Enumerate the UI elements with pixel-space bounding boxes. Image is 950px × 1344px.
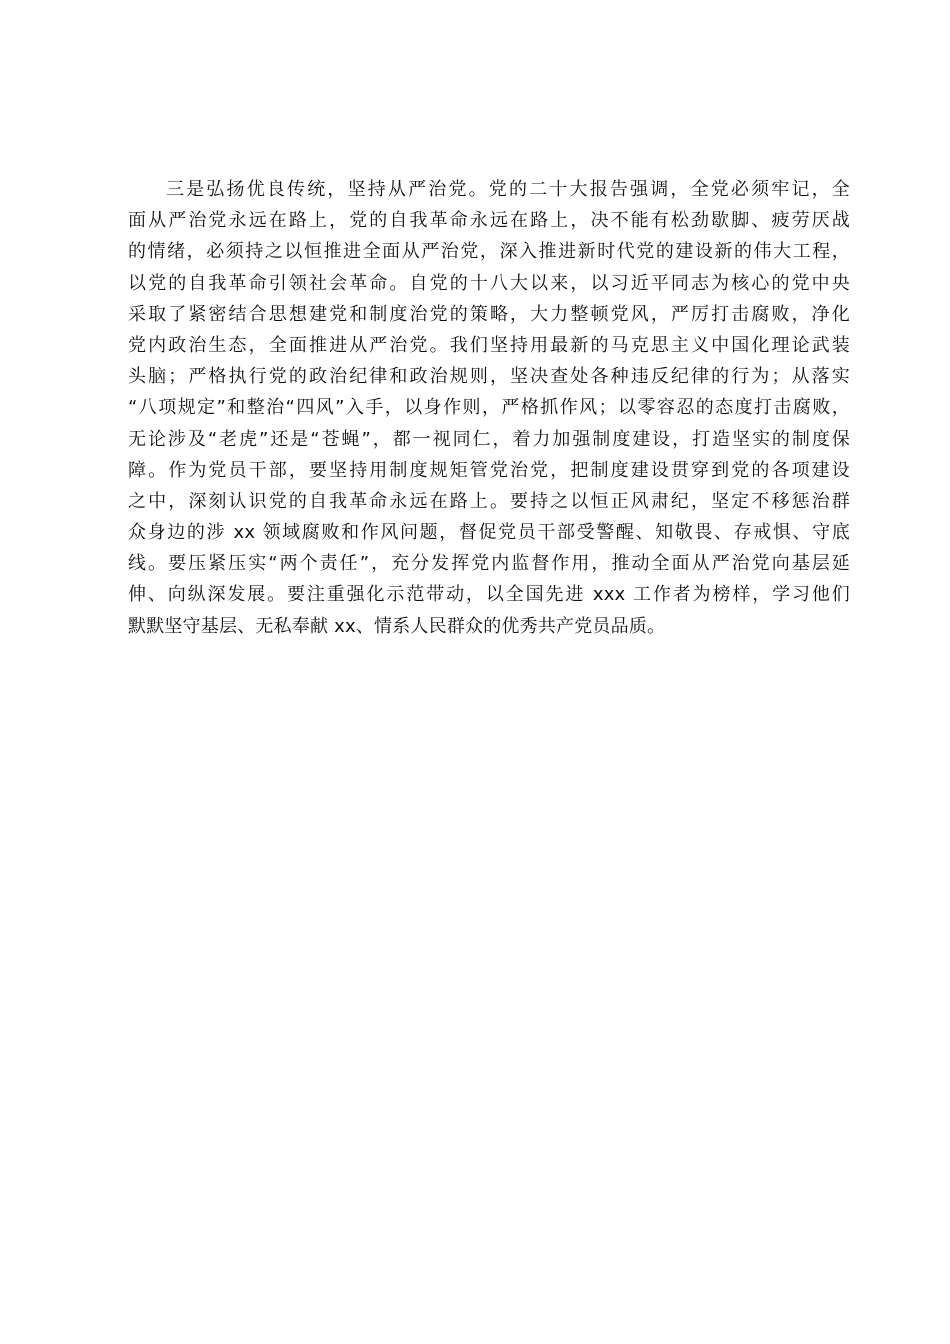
- paragraph-line: “八项规定”和整治“四风”入手，以身作则，严格抓作风；以零容忍的态度打击腐败，: [128, 397, 850, 419]
- paragraph-line: 以党的自我革命引领社会革命。自党的十八大以来，以习近平同志为核心的党中央: [128, 272, 850, 294]
- paragraph-line: 三是弘扬优良传统，坚持从严治党。党的二十大报告强调，全党必须牢记，全: [166, 179, 850, 200]
- paragraph-line: 众身边的涉 xx 领域腐败和作风问题，督促党员干部受警醒、知敬畏、存戒惧、守底: [128, 522, 850, 544]
- paragraph-line: 的情绪，必须持之以恒推进全面从严治党，深入推进新时代党的建设新的伟大工程，: [128, 241, 850, 263]
- paragraph-line: 采取了紧密结合思想建党和制度治党的策略，大力整顿党风，严厉打击腐败，净化: [128, 303, 850, 325]
- paragraph-line: 无论涉及“老虎”还是“苍蝇”，都一视同仁，着力加强制度建设，打造坚实的制度保: [128, 428, 850, 450]
- paragraph-line: 党内政治生态，全面推进从严治党。我们坚持用最新的马克思主义中国化理论武装: [128, 334, 850, 356]
- paragraph-line: 线。要压紧压实“两个责任”，充分发挥党内监督作用，推动全面从严治党向基层延: [128, 553, 850, 575]
- body-paragraph: [128, 174, 850, 642]
- paragraph-line: 之中，深刻认识党的自我革命永远在路上。要持之以恒正风肃纪，坚定不移惩治群: [128, 490, 850, 512]
- paragraph-line: 头脑；严格执行党的政治纪律和政治规则，坚决查处各种违反纪律的行为；从落实: [128, 366, 850, 388]
- paragraph-line: 默默坚守基层、无私奉献 xx、情系人民群众的优秀共产党员品质。: [128, 615, 666, 637]
- paragraph-line: 面从严治党永远在路上，党的自我革命永远在路上，决不能有松劲歇脚、疲劳厌战: [128, 210, 850, 232]
- paragraph-line: 障。作为党员干部，要坚持用制度规矩管党治党，把制度建设贯穿到党的各项建设: [128, 459, 850, 481]
- paragraph-line: 伸、向纵深发展。要注重强化示范带动，以全国先进 xxx 工作者为榜样，学习他们: [128, 584, 850, 606]
